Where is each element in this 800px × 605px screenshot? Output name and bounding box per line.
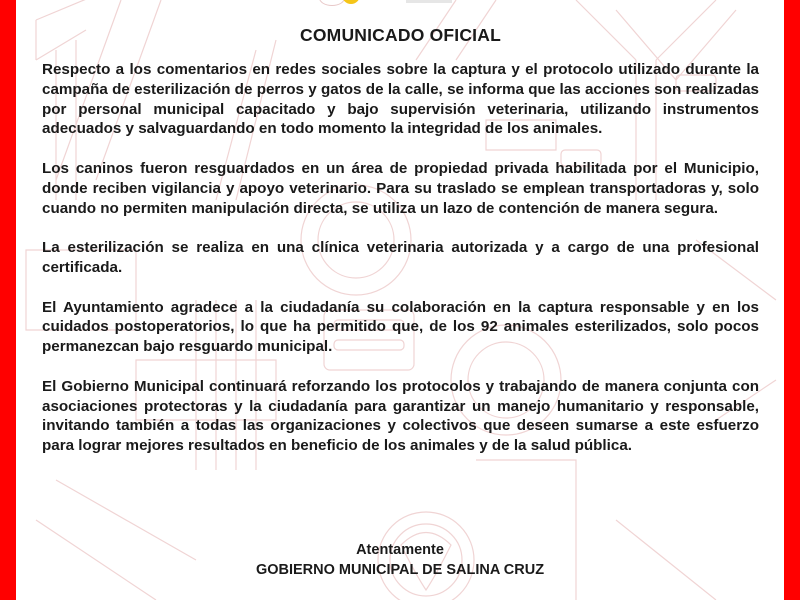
paragraph-4: El Ayuntamiento agradece a la ciudadanía su colaboración en la captura responsable y en los cuidados postoperatorios, lo que ha permitido que, de los 92 animales esterilizados, solo pocos permanezcan bajo resguardo municipal.: [42, 298, 759, 356]
page-title: COMUNICADO OFICIAL: [300, 25, 501, 45]
paragraph-1: Respecto a los comentarios en redes sociales sobre la captura y el protocolo utilizado durante la campaña de esterilización de perros y gatos de la calle, se informa que las acciones son realizadas por personal municipal capacitado y bajo supervisión veterinaria, utilizando instrumentos adecuados y salvaguardando en todo momento la integridad de los animales.: [42, 61, 759, 138]
signature: GOBIERNO MUNICIPAL DE SALINA CRUZ: [255, 562, 545, 578]
communique-body: [42, 0, 759, 476]
paragraph-5: El Gobierno Municipal continuará reforzando los protocolos y trabajando de manera conjunta con asociaciones protectoras y la ciudadanía para garantizar un manejo humanitario y responsable, invitando también a todas las organizaciones y colectivos que deseen sumarse a este esfuerzo para lograr mejores resultados en beneficio de los animales y de la salud pública.: [42, 377, 759, 455]
red-border-right: [784, 0, 800, 600]
closing-text: Atentamente: [356, 542, 444, 558]
paragraph-2: Los caninos fueron resguardados en un área de propiedad privada habilitada por el Municipio, donde reciben vigilancia y apoyo veterinario. Para su traslado se emplean transportadoras y, solo cuando no permiten manipulación directa, se utiliza un lazo de contención de manera segura.: [42, 159, 759, 217]
paragraph-3: La esterilización se realiza en una clínica veterinaria autorizada y a cargo de una profesional certificada.: [42, 239, 759, 276]
red-border-left: [0, 0, 16, 600]
